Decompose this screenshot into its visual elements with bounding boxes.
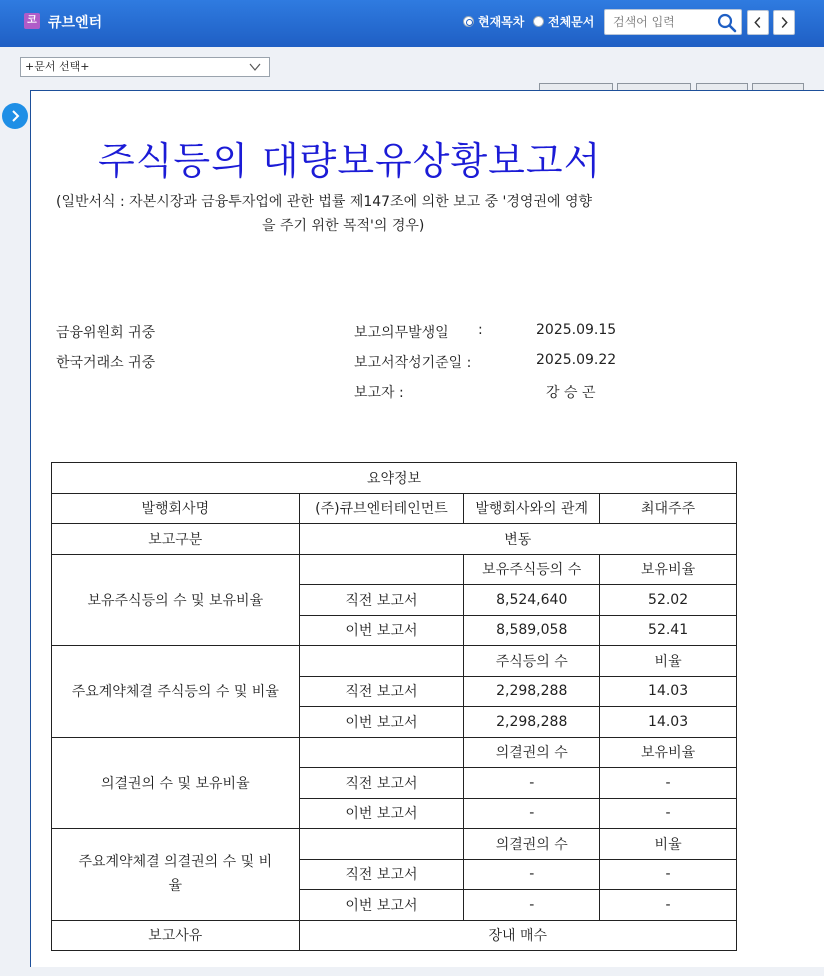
table-cell: - bbox=[600, 859, 737, 890]
table-cell: - bbox=[464, 859, 600, 890]
table-row bbox=[52, 829, 737, 860]
curr-report-label: 이번 보고서 bbox=[299, 707, 464, 738]
radio-selected-icon bbox=[463, 16, 474, 27]
recipient-fsc: 금융위원회 귀중 bbox=[56, 325, 156, 341]
subtitle-line-2: 을 주기 위한 목적'의 경우) bbox=[262, 218, 425, 234]
document-title: 주식등의 대량보유상황보고서 bbox=[98, 139, 602, 183]
field-reporter-value: 강 승 곤 bbox=[546, 385, 596, 401]
section-label: 주요계약체결 의결권의 수 및 비율 bbox=[52, 829, 300, 921]
document-select-value: +문서 선택+ bbox=[25, 60, 90, 73]
curr-report-label: 이번 보고서 bbox=[299, 890, 464, 921]
table-row bbox=[52, 554, 737, 585]
table-row bbox=[52, 646, 737, 677]
curr-report-label: 이번 보고서 bbox=[299, 615, 464, 646]
section-label: 주요계약체결 주식등의 수 및 비율 bbox=[52, 646, 300, 738]
section-label: 보유주식등의 수 및 보유비율 bbox=[52, 554, 300, 646]
search-input[interactable] bbox=[605, 10, 709, 34]
relation-label: 발행회사와의 관계 bbox=[464, 493, 600, 524]
next-page-button[interactable] bbox=[773, 10, 795, 35]
summary-table bbox=[51, 462, 737, 951]
reason-label: 보고사유 bbox=[52, 920, 300, 951]
chevron-right-icon bbox=[774, 11, 794, 34]
prev-page-button[interactable] bbox=[747, 10, 769, 35]
app-title: 큐브엔터 bbox=[48, 15, 103, 31]
field-report-base-date-value: 2025.09.22 bbox=[536, 352, 617, 368]
table-cell: - bbox=[600, 768, 737, 799]
radio-all-label: 전체문서 bbox=[548, 15, 595, 29]
recipient-krx: 한국거래소 귀중 bbox=[56, 355, 156, 371]
section-col-header: 보유주식등의 수 bbox=[464, 554, 600, 585]
table-row bbox=[52, 737, 737, 768]
table-row bbox=[52, 920, 737, 951]
chevron-left-icon bbox=[748, 11, 768, 34]
relation-value: 최대주주 bbox=[600, 493, 737, 524]
empty-cell bbox=[299, 646, 464, 677]
table-cell: 8,524,640 bbox=[464, 585, 600, 616]
section-col-header: 보유비율 bbox=[600, 737, 737, 768]
table-cell: 2,298,288 bbox=[464, 676, 600, 707]
issuer-value: (주)큐브엔터테인먼트 bbox=[299, 493, 464, 524]
top-header-bar bbox=[0, 0, 824, 47]
report-type-label: 보고구분 bbox=[52, 524, 300, 555]
table-cell: 8,589,058 bbox=[464, 615, 600, 646]
subtitle-line-1: (일반서식 : 자본시장과 금융투자업에 관한 법률 제147조에 의한 보고 중 '경영권에 영향 bbox=[56, 194, 592, 210]
document-select[interactable] bbox=[20, 57, 270, 77]
radio-all-documents[interactable] bbox=[533, 13, 594, 30]
field-obligation-date-value: 2025.09.15 bbox=[536, 322, 617, 338]
table-row bbox=[52, 524, 737, 555]
table-cell: 14.03 bbox=[600, 676, 737, 707]
radio-current-label: 현재목차 bbox=[478, 15, 525, 29]
table-cell: 14.03 bbox=[600, 707, 737, 738]
table-cell: - bbox=[600, 798, 737, 829]
report-type-value: 변동 bbox=[299, 524, 736, 555]
table-cell: - bbox=[600, 890, 737, 921]
sidebar-toggle-button[interactable] bbox=[2, 103, 28, 129]
radio-unselected-icon bbox=[533, 16, 544, 27]
chevron-down-icon bbox=[249, 61, 261, 73]
app-logo-icon: 코 bbox=[24, 13, 40, 29]
field-report-base-date-label: 보고서작성기준일 : bbox=[354, 355, 472, 371]
section-col-header: 의결권의 수 bbox=[464, 737, 600, 768]
issuer-label: 발행회사명 bbox=[52, 493, 300, 524]
section-col-header: 비율 bbox=[600, 646, 737, 677]
section-col-header: 주식등의 수 bbox=[464, 646, 600, 677]
curr-report-label: 이번 보고서 bbox=[299, 798, 464, 829]
search-icon[interactable] bbox=[717, 13, 737, 33]
field-reporter-label: 보고자 : bbox=[354, 385, 404, 401]
table-cell: 52.41 bbox=[600, 615, 737, 646]
document-subtitle bbox=[56, 190, 656, 238]
section-col-header: 의결권의 수 bbox=[464, 829, 600, 860]
table-row bbox=[52, 463, 737, 494]
table-row bbox=[52, 493, 737, 524]
table-cell: - bbox=[464, 768, 600, 799]
empty-cell bbox=[299, 829, 464, 860]
table-cell: 2,298,288 bbox=[464, 707, 600, 738]
radio-current-toc[interactable] bbox=[463, 13, 524, 30]
empty-cell bbox=[299, 737, 464, 768]
section-col-header: 보유비율 bbox=[600, 554, 737, 585]
prev-report-label: 직전 보고서 bbox=[299, 859, 464, 890]
field-obligation-date-label: 보고의무발생일 bbox=[354, 325, 449, 341]
prev-report-label: 직전 보고서 bbox=[299, 768, 464, 799]
prev-report-label: 직전 보고서 bbox=[299, 585, 464, 616]
reason-value: 장내 매수 bbox=[299, 920, 736, 951]
table-cell: 52.02 bbox=[600, 585, 737, 616]
field-obligation-date-colon: : bbox=[478, 322, 483, 338]
prev-report-label: 직전 보고서 bbox=[299, 676, 464, 707]
table-cell: - bbox=[464, 798, 600, 829]
summary-caption: 요약정보 bbox=[52, 463, 737, 494]
chevron-right-icon bbox=[2, 103, 28, 129]
section-label: 의결권의 수 및 보유비율 bbox=[52, 737, 300, 829]
search-box bbox=[604, 9, 742, 35]
section-col-header: 비율 bbox=[600, 829, 737, 860]
table-cell: - bbox=[464, 890, 600, 921]
empty-cell bbox=[299, 554, 464, 585]
